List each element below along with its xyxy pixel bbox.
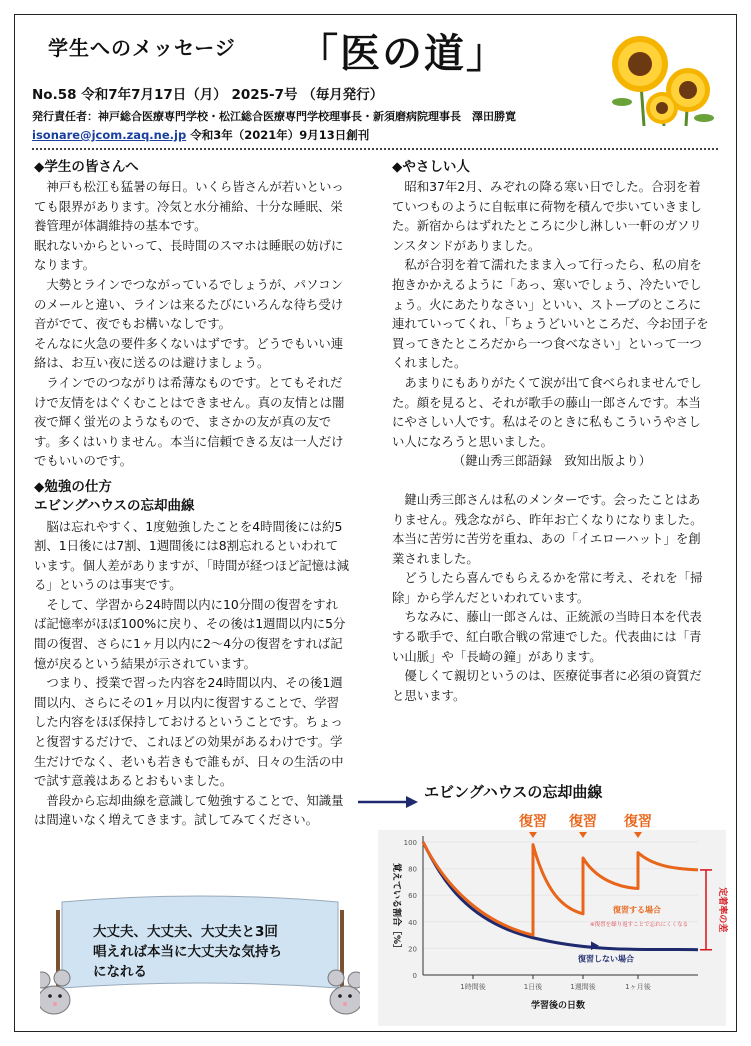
issue-line: No.58 令和7年7月17日（月） 2025-7号 （毎月発行） [32,87,384,103]
series-label-no-review: 復習しない場合 [578,954,634,964]
x-tick-label: 1週間後 [570,983,596,991]
series-note: ※復習を繰り返すことで忘れにくくなる [590,921,689,928]
x-tick-label: 1時間後 [460,983,486,991]
paragraph: つまり、授業で習った内容を24時間以内、その後1週間以内、さらにその1ヶ月以内に復習することで、学習した内容をほぼ保持しておけるということです。ちょっと復習するだけで、これほどの効果があるわけです。学生だけでなく、老いも若きもで誰もが、日々の生活の中で試す意義はあるとおもいました。 [34,675,344,789]
paragraph: 鍵山秀三郎さんは私のメンターです。会ったことはありません。残念ながら、昨年お亡くなりになりました。本当に苦労に苦労を重ね、あの「イエローハット」を創業されました。 [392,491,703,566]
review-label: 復習 [569,814,597,830]
header-divider [32,148,718,150]
section-heading-study: ◆勉強の仕方 [34,478,112,495]
chart-background [378,830,726,1026]
newsletter-title: 「医の道」 [298,30,508,77]
quote-source: （鍵山秀三郎語録 致知出版より） [452,453,652,469]
arrow-right-icon [358,795,418,809]
paragraph: 優しくて親切というのは、医療従事者に必須の資質だと思います。 [392,668,702,703]
paragraph: そして、学習から24時間以内に10分間の復習をすれば記憶率がほぼ100%に戻り、その後は1週間以内に5分間の復習、さらに1ヶ月以内に2～4分の復習をすれば記憶が戻るという結果が示されています。 [34,596,346,671]
x-tick-label: 1日後 [523,983,543,991]
publisher-line: 発行責任者：神戸総合医療専門学校・松江総合医療専門学校理事長・新須磨病院理事長 澤田勝寛 [32,110,516,123]
section-heading-students: ◆学生の皆さんへ [34,159,139,175]
x-tick-label: 1ヶ月後 [625,983,651,991]
x-axis-label: 学習後の日数 [530,1001,586,1011]
paragraph: そんなに火急の要件多くないはずです。どうでもいい連絡は、お互い夜に送るのは避けましょう。 [34,335,344,371]
paragraph: 眠れないからといって、長時間のスマホは睡眠の妨げになります。 [34,237,344,273]
left-column [34,157,350,830]
right-column [392,157,712,705]
paragraph: 普段から忘却曲線を意識して勉強することで、知識量は間違いなく増えてきます。試してみてください。 [34,792,344,828]
paragraph: ちなみに、藤山一郎さんは、正統派の当時日本を代表する歌手で、紅白歌合戦の常連でした。代表曲には「青い山脈」や「長崎の鐘」があります。 [392,609,702,664]
review-label: 復習 [519,814,547,830]
y-tick-label: 80 [408,865,417,874]
y-tick-label: 0 [412,972,417,980]
paragraph: 私が合羽を着て濡れたまま入って行ったら、私の肩を抱きかかえるように「あっ、寒いでしょう、冷たいでしょう。火にあたりなさい」といい、ストーブのところに連れていってくれ、「ちょうどいいところだ、今お団子を買ってきたところだから一つ食べなさい」といって一つくれました。 [392,257,709,371]
paragraph: あまりにもありがたくて涙が出て食べられませんでした。顔を見ると、それが歌手の藤山一郎さんです。本当にやさしい人です。私はそのときに私もこういうやさしい人になろうと思いました。 [392,374,702,449]
sunflower-illustration [600,30,720,126]
contact-line [32,127,369,143]
email-link[interactable]: isonare@jcom.zaq.ne.jp [32,128,187,142]
y-tick-label: 60 [408,892,417,901]
paragraph: どうしたら喜んでもらえるかを常に考え、それを「掃除」から学んだといわれています。 [392,570,703,605]
subheading-forgetting-curve: エビングハウスの忘却曲線 [34,497,195,514]
section-heading-kind-person: ◆やさしい人 [392,159,470,175]
series-label-review: 復習する場合 [613,905,661,915]
y-axis-label: 覚えている割合［%］ [391,862,401,954]
gap-label: 定着率の差 [717,887,727,933]
paragraph: ラインでのつながりは希薄なものです。とてもそれだけで友情をはぐくむことはできません。真の友情とは闇夜で輝く蛍光のようなもので、まさかの友が真の友です。多くはいりません。本当に信頼できる友は一人だけでもいいのです。 [34,374,345,469]
y-tick-label: 100 [403,839,417,847]
review-label: 復習 [624,814,652,830]
founded-date: 令和3年（2021年）9月13日創刊 [186,128,370,142]
paragraph: 大勢とラインでつながっているでしょうが、パソコンのメールと違い、ラインは来るたびにいろんな待ち受け音がでて、夜でもお構いなしです。 [34,276,344,332]
y-tick-label: 20 [408,945,417,954]
forgetting-curve-chart [368,810,730,1030]
paragraph: 昭和37年2月、みぞれの降る寒い日でした。合羽を着ていつものように自転車に荷物を積んで歩いていきました。新宿からはずれたところに少し淋しい一軒のガソリンスタンドがありました。 [392,179,702,253]
chart-title: エビングハウスの忘却曲線 [424,783,603,801]
header-message: 学生へのメッセージ [48,36,236,60]
y-tick-label: 40 [408,918,417,927]
paragraph: 脳は忘れやすく、1度勉強したことを4時間後には約5割、1日後には7割、1週間後には8割忘れるといわれています。個人差がありますが、「時間が経つほど記憶は減る」というのは事実です。 [34,518,349,593]
banner-text: 大丈夫、大丈夫、大丈夫と3回唱えれば本当に大丈夫な気持ちになれる [93,924,282,980]
paragraph: 神戸も松江も猛暑の毎日。いくら皆さんが若いといっても限界があります。冷気と水分補給、十分な睡眠、栄養管理が体調維持の基本です。 [34,179,344,234]
